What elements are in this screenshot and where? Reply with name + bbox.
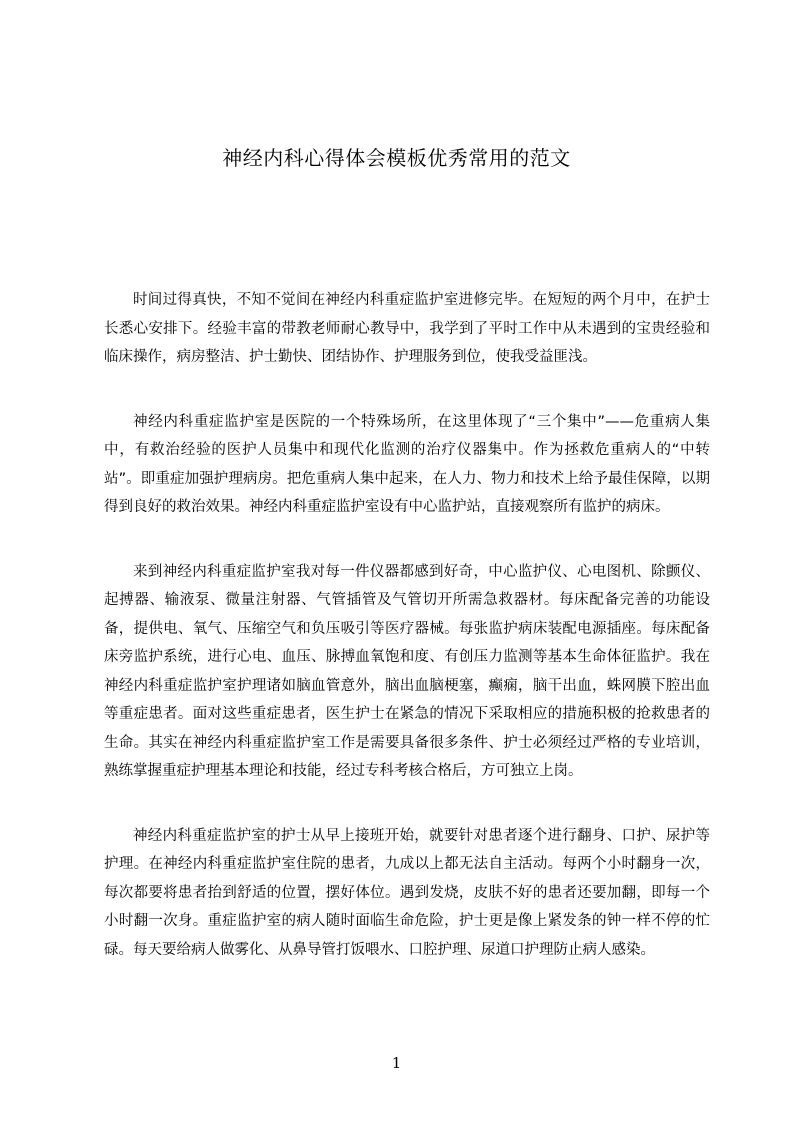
paragraph-3: 来到神经内科重症监护室我对每一件仪器都感到好奇，中心监护仪、心电图机、除颤仪、起搏器、输液泵、微量注射器、气管插管及气管切开所需急救器材。每床配备完善的功能设备，提供电、氧气、压缩空气和负压吸引等医疗器械。每张监护病床装配电源插座。每床配备床旁监护系统，进行心电、血压、脉搏血氧饱和度、有创压力监测等基本生命体征监护。我在神经内科重症监护室护理诸如脑血管意外，脑出血脑梗塞，癫痫，脑干出血，蛛网膜下腔出血等重症患者。面对这些重症患者，医生护士在紧急的情况下采取相应的措施积极的抢救患者的生命。其实在神经内科重症监护室工作是需要具备很多条件、护士必须经过严格的专业培训，熟练掌握重症护理基本理论和技能，经过专科考核合格后，方可独立上岗。	[104, 563, 710, 779]
document-body	[104, 286, 710, 1000]
paragraph-4: 神经内科重症监护室的护士从早上接班开始，就要针对患者逐个进行翻身、口护、尿护等护理。在神经内科重症监护室住院的患者，九成以上都无法自主活动。每两个小时翻身一次，每次都要将患者抬到舒适的位置，摆好体位。遇到发烧，皮肤不好的患者还要加翻，即每一个小时翻一次身。重症监护室的病人随时面临生命危险，护士更是像上紧发条的钟一样不停的忙碌。每天要给病人做雾化、从鼻导管打饭喂水、口腔护理、尿道口护理防止病人感染。	[104, 827, 710, 958]
paragraph-2: 神经内科重症监护室是医院的一个特殊场所，在这里体现了“三个集中”——危重病人集中，有救治经验的医护人员集中和现代化监测的治疗仪器集中。作为拯救危重病人的“中转站”。即重症加强护理病房。把危重病人集中起来，在人力、物力和技术上给予最佳保障，以期得到良好的救治效果。神经内科重症监护室设有中心监护站，直接观察所有监护的病床。	[104, 413, 710, 515]
page-number: 1	[391, 1054, 402, 1072]
paragraph-1: 时间过得真快，不知不觉间在神经内科重症监护室进修完毕。在短短的两个月中，在护士长悉心安排下。经验丰富的带教老师耐心教导中，我学到了平时工作中从未遇到的宝贵经验和临床操作，病房整洁、护士勤快、团结协作、护理服务到位，使我受益匪浅。	[104, 292, 710, 365]
document-title: 神经内科心得体会模板优秀常用的范文	[222, 146, 571, 170]
